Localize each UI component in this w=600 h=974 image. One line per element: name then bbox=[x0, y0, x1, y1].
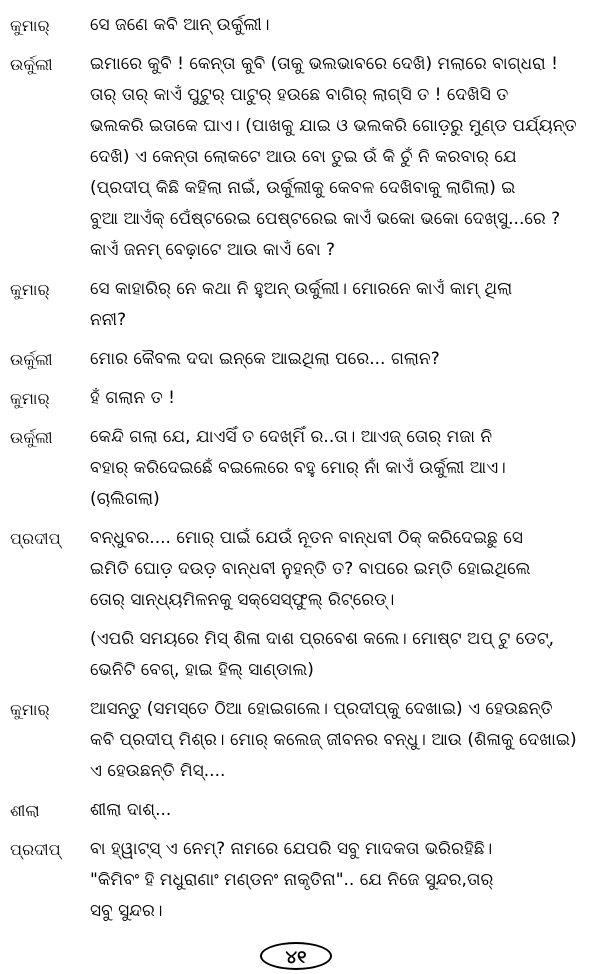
dialogue-text bbox=[90, 344, 590, 375]
speaker-name: ଶୀଲା bbox=[10, 801, 40, 820]
dialogue-entry bbox=[10, 523, 590, 616]
text-line: ତୋର୍ ସାନ୍ଧ୍ୟମିଳନକୁ ସକ୍‌ସେସ୍‌ଫୁଲ୍ ରିଟ୍ରେଡ୍। bbox=[90, 590, 395, 610]
dialogue-entry bbox=[10, 795, 590, 826]
dialogue-entry bbox=[10, 344, 590, 375]
dialogue-text bbox=[90, 523, 590, 616]
text-line: ବହାର୍ କରିଦେଇଛେଁ ବଇଲେରେ ବହୁ ମୋର୍ ନାଁ କାଏଁ ଉର୍କୁଲୀ ଆଏ। bbox=[90, 458, 506, 478]
dialogue-text bbox=[90, 49, 590, 266]
text-line: ଭଲକରି ଇତାକେ ଘାଏ। (ପାଖକୁ ଯାଇ ଓ ଭଲକରି ଗୋଡ଼ରୁ ମୁଣ୍ଡ ପର୍ଯ୍ୟନ୍ତ bbox=[90, 116, 577, 136]
text-line: ବୁଆ ଆଏଁକ୍ ପେଁଷ୍ଟରେଇ ପେଷ୍ଟରେଇ କାଏଁ ଭକୋ ଭକୋ ଦେଖ୍‌ସୁ...ରେ ? bbox=[90, 209, 561, 229]
dialogue-entry bbox=[10, 274, 590, 336]
text-line: ମୋର କୈବଲ ଦଦା ଇନ୍‌କେ ଆଇଥିଲା ପରେ... ଗଲାନ? bbox=[90, 349, 440, 369]
dialogue-text bbox=[90, 10, 590, 41]
dialogue-entry bbox=[10, 422, 590, 515]
text-line: ଆସନ୍ତୁ (ସମସ୍ତେ ଠିଆ ହୋଇଗଲେ। ପ୍ରଦୀପ୍‌କୁ ଦେଖାଇ) ଏ ହେଉଛନ୍ତି bbox=[90, 699, 553, 719]
text-line: ହଁ ଗଲାନ ତ ! bbox=[90, 388, 175, 408]
speaker-name: କୁମାର୍ bbox=[10, 16, 50, 35]
text-line: ଇମାରେ କୁବି ! କେନ୍ତା କୁବି (ତାକୁ ଭଲଭାବରେ ଦେଖି) ମଲାରେ ବାଗ୍‌ଧରା ! bbox=[90, 54, 558, 74]
text-line: ସବୁ ସୁନ୍ଦର। bbox=[90, 901, 163, 921]
dialogue bbox=[10, 10, 590, 935]
speaker-name: କୁମାର୍ bbox=[10, 280, 50, 299]
text-line: ଏ ହେଉଛନ୍ତି ମିସ୍.... bbox=[90, 761, 226, 781]
text-line: ସେ କାହାରିର୍ ନେ କଥା ନି ହୁଅନ୍ ଉର୍କୁଲୀ। ମୋରନେ କାଏଁ କାମ୍ ଥିଲା bbox=[90, 279, 513, 299]
dialogue-text bbox=[90, 422, 590, 515]
text-line: "କିମିବଂ ହି ମଧୁରାଣାଂ ମଣ୍ଡନଂ ନାକୃତିନା".. ଯେ ନିଜେ ସୁନ୍ଦର,ତାର୍ bbox=[90, 870, 494, 890]
speaker-name: କୁମାର୍ bbox=[10, 389, 50, 408]
text-line: ଭେନିଟି ବେଗ୍, ହାଇ ହିଲ୍ ସାଣ୍ଡାଲ) bbox=[90, 660, 314, 680]
text-line: ବା ହ୍ୱାଟ୍‌ସ୍ ଏ ନେମ୍? ନାମରେ ଯେପରି ସବୁ ମାଦକତା ଭରିରହିଛି। bbox=[90, 839, 493, 859]
text-line: ସେ ଜଣେ କବି ଆନ୍ ଉର୍କୁଲୀ। bbox=[90, 15, 270, 35]
dialogue-entry bbox=[10, 383, 590, 414]
stage-direction bbox=[90, 624, 590, 686]
dialogue-text bbox=[90, 795, 590, 826]
speaker-name: କୁମାର୍ bbox=[10, 700, 50, 719]
text-line: (ପ୍ରଦୀପ୍ କିଛି କହିଲା ନାଇଁ, ଉର୍କୁଲୀକୁ କେବଳ ଦେଖିବାକୁ ଲାଗିଲା) ଇ bbox=[90, 178, 516, 198]
text-line: କାଏଁ ଜନମ୍ ବେଢ଼ାଟେ ଆଉ କାଏଁ ବୋ ? bbox=[90, 240, 336, 260]
dialogue-entry bbox=[10, 834, 590, 927]
text-line: (ଏପରି ସମୟରେ ମିସ୍ ଶିଳା ଦାଶ ପ୍ରବେଶ କଲେ। ମୋଷ୍ଟ ଅପ୍ ଟୁ ଡେଟ୍, bbox=[90, 629, 555, 649]
speaker-name: ଉର୍କୁଲୀ bbox=[10, 55, 53, 74]
speaker-name: ପ୍ରଦୀପ୍ bbox=[10, 529, 61, 548]
text-line: ନନୀ? bbox=[90, 310, 127, 330]
text-line: ଦେଖି) ଏ କେନ୍ତା ଲୋକଟେ ଆଉ ବୋ ତୁଇ ଉଁ କି ଚୁଁ ନି କରବାର୍ ଯେ bbox=[90, 147, 517, 167]
dialogue-text bbox=[90, 694, 590, 787]
dialogue-text bbox=[90, 834, 590, 927]
text-line: (ଚାଲିଗଲା) bbox=[90, 489, 160, 509]
text-line: କେନ୍ଦି ଗଲା ଯେ, ଯାଏସିଁ ତ ଦେଖ୍‌ମିଁ ର..ତା। ଆଏଜ୍ ତୋର୍ ମଜା ନି bbox=[90, 427, 493, 447]
dialogue-entry bbox=[10, 10, 590, 41]
page-number: ୪୧ bbox=[260, 942, 332, 970]
dialogue-text bbox=[90, 383, 590, 414]
dialogue-entry bbox=[10, 49, 590, 266]
text-line: ଇମିତି ଘୋଡ଼ ଦଉଡ଼ ବାନ୍ଧବୀ ନୁହନ୍ତି ତ? ବାପରେ ଇମ୍ତି ହୋଇଥିଲେ bbox=[90, 559, 531, 579]
speaker-name: ଉର୍କୁଲୀ bbox=[10, 428, 53, 447]
dialogue-entry bbox=[10, 694, 590, 787]
speaker-name: ଉର୍କୁଲୀ bbox=[10, 350, 53, 369]
speaker-name: ପ୍ରଦୀପ୍ bbox=[10, 840, 61, 859]
text-line: ବନ୍ଧୁବର.... ମୋର୍ ପାଇଁ ଯେଉଁ ନୂତନ ବାନ୍ଧବୀ ଠିକ୍ କରିଦେଇଛୁ ସେ bbox=[90, 528, 523, 548]
text-line: କବି ପ୍ରଦୀପ୍ ମିଶ୍ର। ମୋର୍ କଲେଜ୍ ଜୀବନର ବନ୍ଧୁ। ଆଉ (ଶିଳାକୁ ଦେଖାଇ) bbox=[90, 730, 577, 750]
text-line: ଶୀଲା ଦାଶ୍... bbox=[90, 800, 172, 820]
text-line: ତାର୍ ତାର୍ କାଏଁ ପୁଟୁର୍ ପାଟୁର୍ ହଉଛେ ବାଗିର୍ ଲାଗ୍‌ସି ତ ! ଦେଖିସି ତ bbox=[90, 85, 509, 105]
dialogue-text bbox=[90, 274, 590, 336]
